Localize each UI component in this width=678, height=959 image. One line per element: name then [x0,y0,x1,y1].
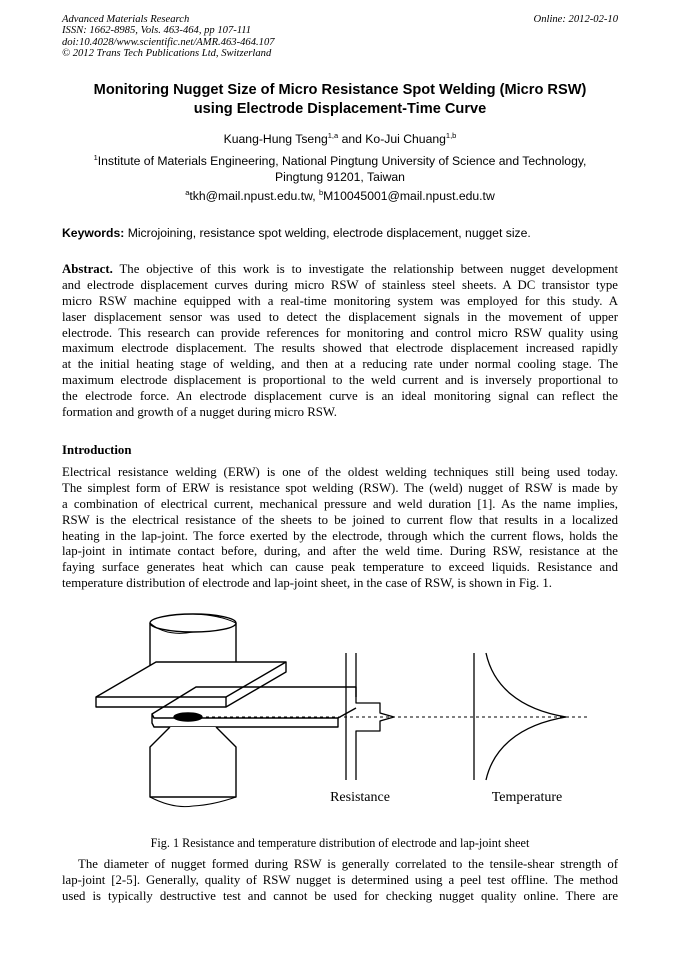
author-conjunction: and [338,132,366,146]
intro-line: Electrical resistance welding (ERW) is one of the oldest welding techniques still being used today. [62,465,618,479]
author-affil-mark: 1,b [445,131,457,140]
email-mark: a [185,188,190,197]
intro-line: lap-joint in intimate contact before, during, and after the weld time. During RSW, resistance at the [62,544,618,559]
body-line: lap-joint [2-5]. Generally, quality of RSW nugget is determined using a peel test offline. The method [62,872,618,887]
journal-header [62,14,618,60]
intro-line: temperature distribution of electrode and lap-joint sheet, in the case of RSW, is shown in Fig. 1. [62,576,552,591]
figure-1 [88,605,608,820]
after-figure-text [62,857,618,905]
lower-electrode-shape [150,727,236,807]
abstract-line: maximum electrode displacement is proportional to the weld current and is inversely proportional to [62,373,618,388]
journal-doi: doi:10.4028/www.scientific.net/AMR.463-464.107 [62,36,275,48]
figure-caption: Fig. 1 Resistance and temperature distribution of electrode and lap-joint sheet [150,836,530,850]
abstract-line: and electrode displacement curves during micro RSW of stainless steel sheets. A DC transistor type [62,277,618,292]
title-line: Monitoring Nugget Size of Micro Resistance Spot Welding (Micro RSW) [93,82,587,98]
introduction-text [62,465,618,592]
affiliation [70,153,610,185]
section-heading: Introduction [62,443,132,457]
abstract-line: micro RSW machine equipped with a real-time monitoring system was employed for this study. A [62,293,618,308]
author-list [62,131,618,147]
author-name: Kuang-Hung Tseng [223,132,328,146]
resistance-label: Resistance [330,790,390,805]
keywords-text: Microjoining, resistance spot welding, electrode displacement, nugget size. [124,226,531,240]
author-affil-mark: 1,a [327,131,339,140]
email-link[interactable]: M10045001@mail.npust.edu.tw [323,189,495,203]
abstract-line: at the initial heating stage of welding, and then at a reducing rate under normal cooling stage. The [62,357,618,372]
abstract-line: maximum electrode displacement. The results showed that electrode displacement increased rapidly [62,341,618,356]
author-emails [62,188,618,204]
intro-line: heating in the lap-joint. The force exerted by the electrode, through which the current flows, holds the [62,528,618,543]
body-line: The diameter of nugget formed during RSW is generally correlated to the tensile-shear strength of [78,857,618,871]
email-mark: b [318,188,324,197]
keywords [62,225,618,241]
abstract-first-text: The objective of this work is to investigate the relationship between nugget development [112,262,618,276]
email-link[interactable]: tkh@mail.npust.edu.tw, [189,189,316,203]
journal-name: Advanced Materials Research [62,14,190,25]
body-line: used is typically destructive test and cannot be used for checking nugget quality online. There are [62,888,618,903]
author-name: Ko-Jui Chuang [365,132,446,146]
abstract-line: the electrode force. An electrode displacement curve is an ideal monitoring signal can reflect the [62,389,618,404]
abstract-line: laser displacement sensor was used to detect the displacement signals in the movement of upper [62,309,618,324]
nugget-shape [174,713,202,721]
intro-line: RSW is the electrical resistance of the sheets to be joined to current flow that results in a localized [62,512,618,527]
temperature-label: Temperature [491,790,563,805]
abstract-line: formation and growth of a nugget during micro RSW. [62,405,337,420]
abstract-line [62,262,618,278]
keywords-label: Keywords: [62,226,125,240]
abstract [62,262,618,421]
affil-line: Pingtung 91201, Taiwan [275,170,405,184]
journal-copyright: © 2012 Trans Tech Publications Ltd, Switzerland [62,48,272,60]
affil-line: Institute of Materials Engineering, National Pingtung University of Science and Technology, [97,154,587,168]
upper-sheet-shape [96,662,286,707]
intro-line: The simplest form of ERW is resistance spot welding (RSW). The (weld) nugget of RSW is made by [62,480,618,495]
intro-line: a combination of electrical current, mechanical pressure and weld duration [1]. As the name implies, [62,496,618,511]
online-date: Online: 2012-02-10 [533,14,618,25]
abstract-label: Abstract. [62,262,113,276]
abstract-line: electrode. This research can provide references for monitoring and control micro RSW quality using [62,325,618,340]
affil-mark: 1 [93,153,98,162]
intro-line: faying surface generates heat which can cause peak temperature to exceed liquids. Resistance and [62,560,618,575]
journal-issn: ISSN: 1662-8985, Vols. 463-464, pp 107-111 [62,25,252,37]
paper-title [62,81,618,119]
title-line: using Electrode Displacement-Time Curve [193,101,487,117]
